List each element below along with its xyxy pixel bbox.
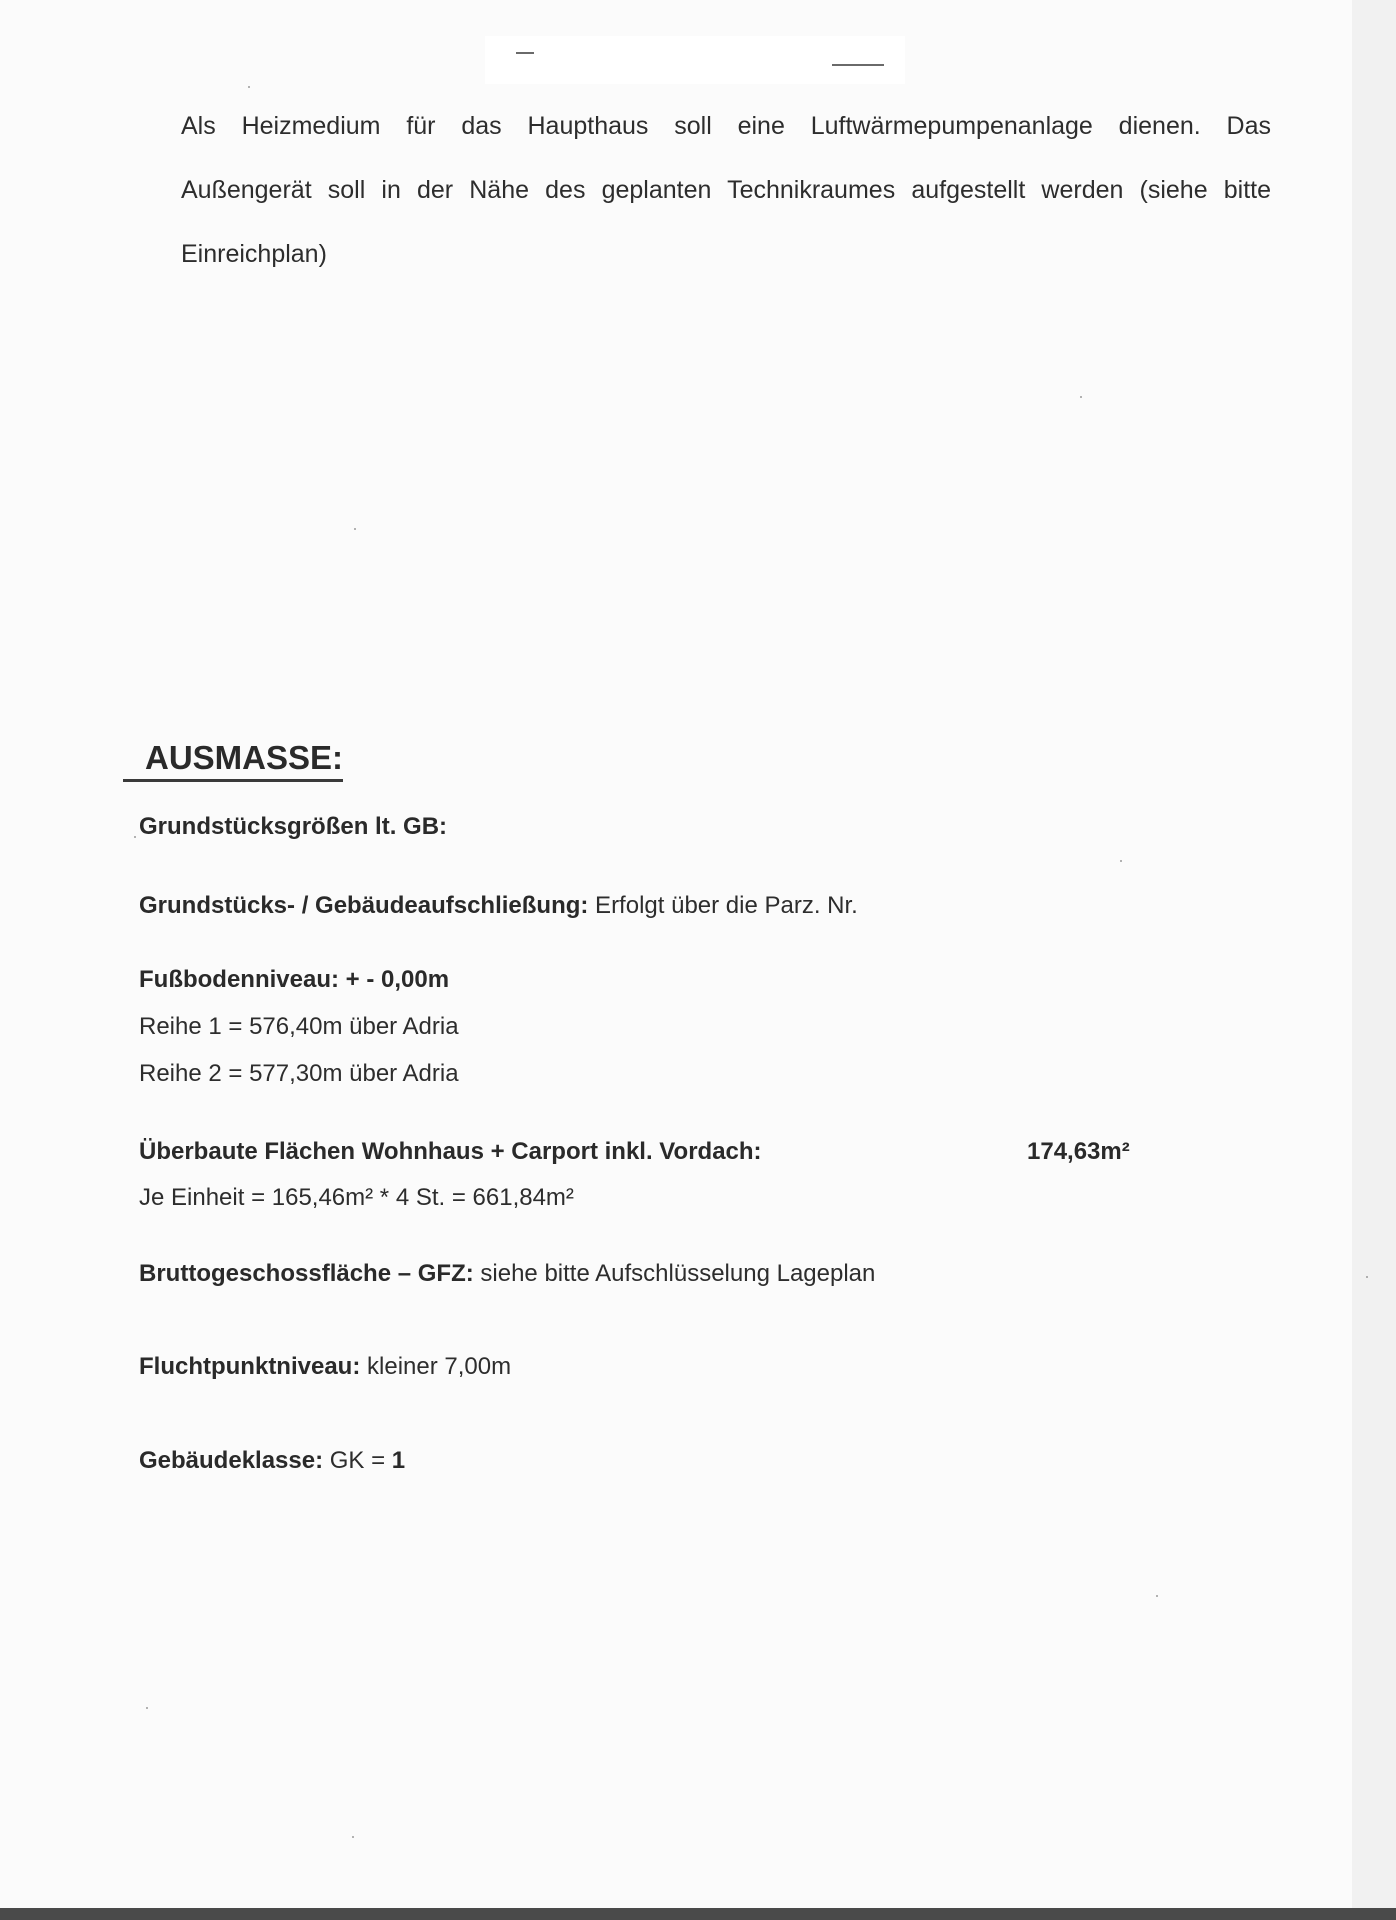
fluchtpunkt-row bbox=[139, 1352, 511, 1382]
intro-paragraph bbox=[181, 94, 1271, 286]
gebaeudeklasse-number: 1 bbox=[391, 1447, 406, 1474]
intro-line-3: Einreichplan) bbox=[181, 240, 327, 268]
scan-speck bbox=[1366, 1276, 1368, 1278]
intro-line-1: Als Heizmedium für das Haupthaus soll eine Luftwärmepumpenanlage dienen. Das bbox=[181, 112, 1271, 140]
top-residual-mark bbox=[832, 64, 884, 66]
top-residual-mark bbox=[516, 52, 534, 54]
scan-speck bbox=[146, 1707, 148, 1709]
scan-speck bbox=[1120, 860, 1122, 862]
je-einheit-row: Je Einheit = 165,46m² * 4 St. = 661,84m² bbox=[139, 1184, 574, 1211]
ueberbaute-label: Überbaute Flächen Wohnhaus + Carport inkl. Vordach: bbox=[139, 1138, 762, 1165]
scan-speck bbox=[354, 528, 356, 530]
fussbodenniveau-label: Fußbodenniveau: + - 0,00m bbox=[139, 966, 450, 993]
aufschliessung-row bbox=[139, 891, 858, 921]
fussbodenniveau-row bbox=[139, 965, 449, 995]
gebaeudeklasse-label: Gebäudeklasse: bbox=[139, 1447, 324, 1474]
gebaeudeklasse-value: GK = bbox=[323, 1447, 392, 1474]
reihe1-row: Reihe 1 = 576,40m über Adria bbox=[139, 1013, 459, 1040]
top-whiteout-patch bbox=[485, 36, 905, 84]
fluchtpunkt-label: Fluchtpunktniveau: bbox=[139, 1353, 361, 1380]
scan-speck bbox=[134, 836, 136, 838]
scan-speck bbox=[352, 1836, 354, 1838]
scan-edge-bottom bbox=[0, 1908, 1396, 1920]
grundstuecksgroessen-label: Grundstücksgrößen lt. GB: bbox=[139, 813, 448, 840]
bgf-label: Bruttogeschossfläche – GFZ: bbox=[139, 1260, 474, 1287]
ueberbaute-value: 174,63m² bbox=[1027, 1138, 1130, 1165]
fluchtpunkt-value: kleiner 7,00m bbox=[360, 1353, 512, 1380]
scan-speck bbox=[1156, 1595, 1158, 1597]
bgf-value: siehe bitte Aufschlüsselung Lageplan bbox=[473, 1260, 876, 1287]
aufschliessung-label: Grundstücks- / Gebäudeaufschließung: bbox=[139, 892, 589, 919]
section-heading: AUSMASSE: bbox=[123, 738, 343, 782]
ueberbaute-row bbox=[139, 1137, 762, 1167]
scan-edge-right bbox=[1352, 0, 1396, 1920]
scan-speck bbox=[248, 86, 250, 88]
grundstuecksgroessen-row bbox=[139, 812, 447, 842]
aufschliessung-value: Erfolgt über die Parz. Nr. bbox=[588, 892, 858, 919]
scan-speck bbox=[1080, 396, 1082, 398]
reihe2-row: Reihe 2 = 577,30m über Adria bbox=[139, 1060, 459, 1087]
gebaeudeklasse-row bbox=[139, 1446, 405, 1476]
intro-line-2: Außengerät soll in der Nähe des geplanten Technikraumes aufgestellt werden (siehe bitte bbox=[181, 176, 1271, 204]
bgf-row bbox=[139, 1259, 875, 1289]
